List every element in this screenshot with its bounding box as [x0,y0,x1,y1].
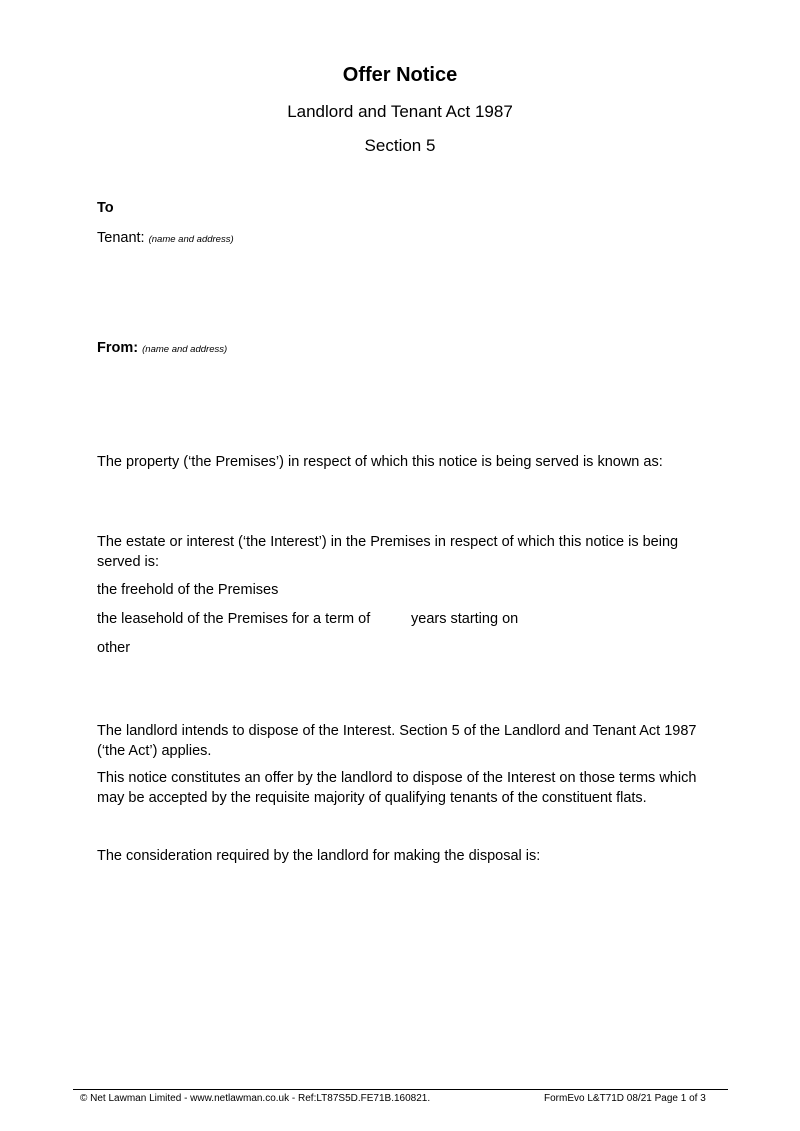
document-title: Offer Notice [342,64,458,86]
from-hint: (name and address) [142,344,228,355]
interest-statement: The estate or interest (‘the Interest’) in the Premises in respect of which this notice is being served is: [97,534,679,570]
option-freehold: the freehold of the Premises [97,582,279,598]
option-other: other [97,640,131,656]
offer-statement: This notice constitutes an offer by the landlord to dispose of the Interest on those terms which may be accepted by the requisite majority of qualifying tenants of the constituent flats. [97,770,697,806]
to-label: To [97,200,114,216]
tenant-label: Tenant: [97,230,145,246]
footer-divider [73,1089,728,1090]
tenant-hint: (name and address) [148,234,234,245]
consideration-statement: The consideration required by the landlord for making the disposal is: [97,848,541,864]
disposal-intent: The landlord intends to dispose of the Interest. Section 5 of the Landlord and Tenant Act 1987 (‘the Act’) applies. [97,723,697,759]
option-leasehold-prefix: the leasehold of the Premises for a term of [97,611,371,627]
from-label: From: [97,340,139,356]
footer-copyright: © Net Lawman Limited - www.netlawman.co.uk - Ref:LT87S5D.FE71B.160821. [80,1093,431,1104]
tenant-line [97,228,234,250]
option-leasehold-suffix: years starting on [411,611,519,627]
premises-statement: The property (‘the Premises’) in respect of which this notice is being served is known as: [97,454,663,470]
footer-page-ref: FormEvo L&T71D 08/21 Page 1 of 3 [544,1093,706,1104]
section-number: Section 5 [364,136,436,155]
from-line [97,338,227,360]
act-name: Landlord and Tenant Act 1987 [287,102,513,121]
